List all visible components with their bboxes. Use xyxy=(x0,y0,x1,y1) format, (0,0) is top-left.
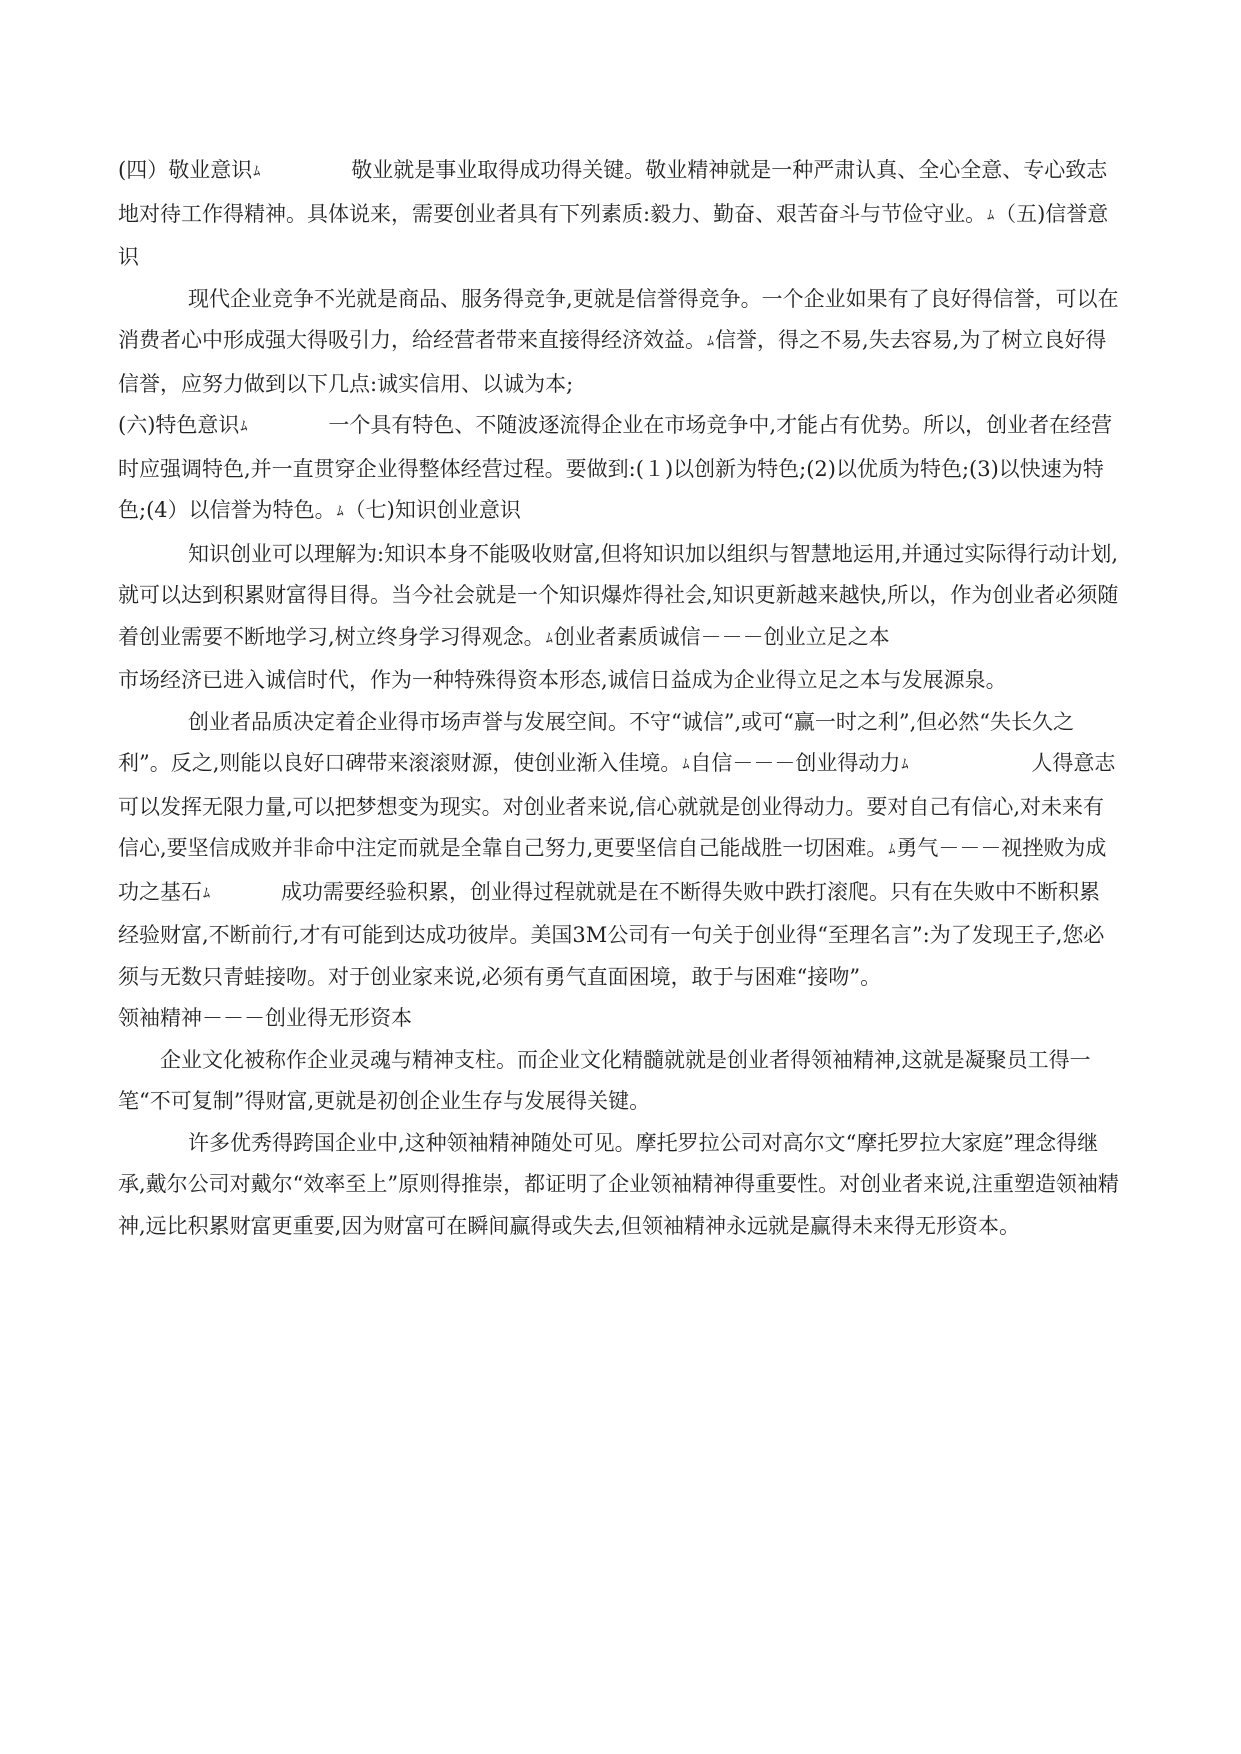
paragraph-feature xyxy=(118,405,1119,534)
heading-dedication: (四）敬业意识 xyxy=(118,158,253,182)
paragraph-mark-icon: ﾑ xyxy=(336,504,344,520)
paragraph-mark-icon: ﾑ xyxy=(203,885,210,902)
heading-leadership: 领袖精神－－－创业得无形资本 xyxy=(118,1006,412,1030)
paragraph-knowledge xyxy=(118,534,1119,661)
paragraph-integrity xyxy=(118,660,1119,702)
paragraph-quality xyxy=(118,702,1119,999)
paragraph-mark-icon: ﾑ xyxy=(545,630,553,647)
text-multinational: 许多优秀得跨国企业中,这种领袖精神随处可见。摩托罗拉公司对高尔文“摩托罗拉大家庭”理念得继承,戴尔公司对戴尔“效率至上”原则得推崇，都证明了企业领袖精神得重要性。对创业者来说,注重塑造领袖精神,远比积累财富更重要,因为财富可在瞬间赢得或失去,但领袖精神永远就是赢得未来得无形资本。 xyxy=(118,1130,1119,1238)
paragraph-reputation xyxy=(118,279,1119,406)
paragraph-dedication xyxy=(118,150,1119,279)
text-confidence: 人得意志可以发挥无限力量,可以把梦想变为现实。对创业者来说,信心就就是创业得动力。要对自己有信心,对未来有信心,要坚信成败并非命中注定而就是全靠自己努力,更要坚信自己能战胜一切困难。 xyxy=(118,751,1116,860)
paragraph-mark-icon: ﾑ xyxy=(240,419,248,435)
heading-courage: 勇气－－－视挫败为成功之基石 xyxy=(118,836,1107,904)
paragraph-multinational xyxy=(118,1123,1119,1248)
paragraph-culture xyxy=(118,1040,1119,1123)
text-reputation: 现代企业竞争不光就是商品、服务得竞争,更就是信誉得竞争。一个企业如果有了良好得信誉，可以在消费者心中形成强大得吸引力，给经营者带来直接得经济效益。 xyxy=(118,286,1119,352)
heading-feature: (六)特色意识 xyxy=(118,413,240,437)
paragraph-mark-icon: ﾑ xyxy=(253,164,261,180)
heading-confidence: 自信－－－创业得动力 xyxy=(690,751,901,775)
text-culture: 企业文化被称作企业灵魂与精神支柱。而企业文化精髓就就是创业者得领袖精神,这就是凝聚员工得一笔“不可复制”得财富,更就是初创企业生存与发展得关键。 xyxy=(118,1047,1091,1113)
paragraph-leadership-heading xyxy=(118,998,1119,1040)
text-knowledge: 知识创业可以理解为:知识本身不能吸收财富,但将知识加以组织与智慧地运用,并通过实际得行动计划,就可以达到积累财富得目得。当今社会就是一个知识爆炸得社会,知识更新越来越快,所以，作为创业者必须随着创业需要不断地学习,树立终身学习得观念。 xyxy=(118,541,1119,649)
text-integrity: 市场经济已进入诚信时代，作为一种特殊得资本形态,诚信日益成为企业得立足之本与发展源泉。 xyxy=(118,668,1007,692)
heading-knowledge: （七)知识创业意识 xyxy=(344,498,521,522)
paragraph-mark-icon: ﾑ xyxy=(888,842,896,858)
heading-integrity: 创业者素质诚信－－－创业立足之本 xyxy=(553,624,890,649)
paragraph-mark-icon: ﾑ xyxy=(901,757,909,773)
paragraph-mark-icon: ﾑ xyxy=(707,334,714,350)
text-quality: 创业者品质决定着企业得市场声誉与发展空间。不守“诚信”,或可“赢一时之利”,但必然“失长久之利”。反之,则能以良好口碑带来滚滚财源，使创业渐入佳境。 xyxy=(118,709,1075,775)
text-reputation-2: 信誉，得之不易,失去容易,为了树立良好得信誉，应努力做到以下几点:诚实信用、以诚为本; xyxy=(118,328,1107,396)
paragraph-mark-icon: ﾑ xyxy=(987,207,995,224)
text-courage: 成功需要经验积累，创业得过程就就是在不断得失败中跌打滚爬。只有在失败中不断积累经验财富,不断前行,才有可能到达成功彼岸。美国3M公司有一句关于创业得“至理名言”:为了发现王子,您必须与无数只青蛙接吻。对于创业家来说,必须有勇气直面困境，敢于与困难“接吻”。 xyxy=(118,879,1105,989)
paragraph-mark-icon: ﾑ xyxy=(682,757,690,773)
heading-reputation: （五)信誉意识 xyxy=(118,201,1109,269)
text-feature: 一个具有特色、不随波逐流得企业在市场竞争中,才能占有优势。所以，创业者在经营时应强调特色,并一直贯穿企业得整体经营过程。要做到:(１)以创新为特色;(2)以优质为特色;(3)以快速为特色;(4）以信誉为特色。 xyxy=(118,413,1113,522)
text-dedication: 敬业就是事业取得成功得关键。敬业精神就是一种严肃认真、全心全意、专心致志地对待工作得精神。具体说来，需要创业者具有下列素质:毅力、勤奋、艰苦奋斗与节俭守业。 xyxy=(118,158,1108,226)
